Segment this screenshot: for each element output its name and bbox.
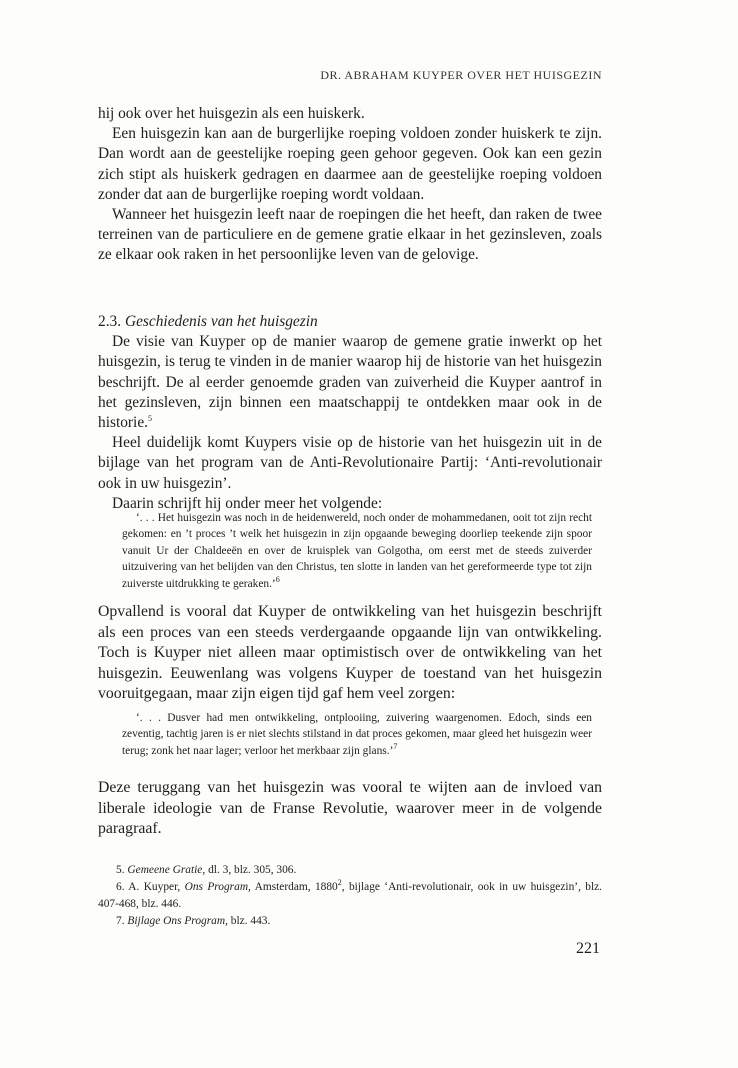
footnote-ref: 6 xyxy=(275,574,280,584)
page-number: 221 xyxy=(576,940,600,957)
footnote-title: Gemeene Gratie xyxy=(127,864,203,876)
footnote-number: 7. xyxy=(116,915,125,927)
edition-superscript: 2 xyxy=(337,878,342,888)
intro-paragraphs xyxy=(98,104,602,266)
footnotes xyxy=(98,862,602,930)
quote-text: ‘. . . Het huisgezin was noch in de heidenwereld, noch onder de mohammedanen, ooit tot zijn recht gekomen: en ’t proces ’t welk het huisgezin in zijn opgaande beweging doorliep teekende zijn spoor vanuit Ur der Chaldeeën en over de kruisplek van Golgotha, om eerst met de steeds zuiverder uitzuivering van het belijden van den Christus, ten slotte in landen van het gereformeerde type tot zijn zuiverste uitdrukking te geraken.’ xyxy=(122,512,592,590)
footnote-number: 6. xyxy=(116,881,125,893)
footnote-title: Bijlage Ons Program xyxy=(127,915,226,927)
footnote-ref: 5 xyxy=(148,413,153,423)
footnote-text: , blz. 443. xyxy=(225,915,271,927)
footnote-5 xyxy=(98,862,602,879)
footnote-7 xyxy=(98,913,602,930)
section-heading xyxy=(98,312,602,332)
paragraph-text: De visie van Kuyper op de manier waarop de gemene gratie inwerkt op het huisgezin, is terug te vinden in de manier waarop hij de historie van het huisgezin beschrijft. De al eerder genoemde graden van zuiverheid die Kuyper aantrof in het gezinsleven, zijn binnen een maatschappij te ontdekken maar ook in de historie. xyxy=(98,333,602,432)
paragraph: Daarin schrijft hij onder meer het volgende: xyxy=(112,494,383,512)
quote-text: ‘. . . Dusver had men ontwikkeling, ontplooiing, zuivering waargenomen. Edoch, sinds een zeventig, tachtig jaren is er niet slechts stilstand in dat proces gekomen, maar gleed het huisgezin weer terug; zonk het naar lager; verloor het merkbaar zijn glans.’ xyxy=(122,712,592,757)
footnote-6 xyxy=(98,879,602,913)
paragraph: Heel duidelijk komt Kuypers visie op de historie van het huisgezin uit in de bijlage van het program van de Anti-Revolutionaire Partij: ‘Anti-revolutionair ook in uw huisgezin’. xyxy=(98,434,602,492)
footnote-ref: 7 xyxy=(393,742,398,752)
paragraph xyxy=(98,332,602,433)
footnote-author: A. Kuyper, xyxy=(128,881,181,893)
block-quote-2 xyxy=(122,710,592,759)
paragraph: Deze teruggang van het huisgezin was vooral te wijten aan de invloed van liberale ideologie van de Franse Revolutie, waarover meer in de volgende paragraaf. xyxy=(98,779,602,837)
paragraph: hij ook over het huisgezin als een huiskerk. xyxy=(98,105,365,122)
footnote-text: , bijlage ‘Anti-revolutionair, ook in uw huisgezin’, blz. 407-468, blz. 446. xyxy=(98,881,603,910)
footnote-text: , Amsterdam, 1880 xyxy=(248,881,338,893)
running-header: DR. ABRAHAM KUYPER OVER HET HUISGEZIN xyxy=(320,68,602,82)
section-title: Geschiedenis van het huisgezin xyxy=(124,313,318,330)
footnote-number: 5. xyxy=(116,864,125,876)
paragraph: Wanneer het huisgezin leeft naar de roepingen die het heeft, dan raken de twee terreinen van de particuliere en de gemene gratie elkaar in het gezinsleven, zoals ze elkaar ook raken in het persoonlijke leven van de gelovige. xyxy=(98,206,602,264)
paragraph: Een huisgezin kan aan de burgerlijke roeping voldoen zonder huiskerk te zijn. Dan wordt aan de geestelijke roeping geen gehoor gegeven. Ook kan een gezin zich stipt als huiskerk gedragen en daarmee aan de geestelijke roeping voldoen zonder dat aan de burgerlijke roeping wordt voldaan. xyxy=(98,125,602,203)
footnote-title: Ons Program xyxy=(184,881,249,893)
middle-paragraph xyxy=(98,602,602,705)
section-number: 2.3. xyxy=(98,313,122,330)
section-2-3 xyxy=(98,312,602,514)
paragraph: Opvallend is vooral dat Kuyper de ontwikkeling van het huisgezin beschrijft als een proces van een steeds verdergaande opgaande lijn van ontwikkeling. Toch is Kuyper niet alleen maar optimistisch over de ontwikkeling van het huisgezin. Eeuwenlang was volgens Kuyper de toestand van het huisgezin vooruitgegaan, maar zijn eigen tijd gaf hem veel zorgen: xyxy=(98,603,602,702)
closing-paragraph xyxy=(98,778,602,840)
block-quote-1 xyxy=(122,510,592,592)
footnote-text: , dl. 3, blz. 305, 306. xyxy=(202,864,297,876)
